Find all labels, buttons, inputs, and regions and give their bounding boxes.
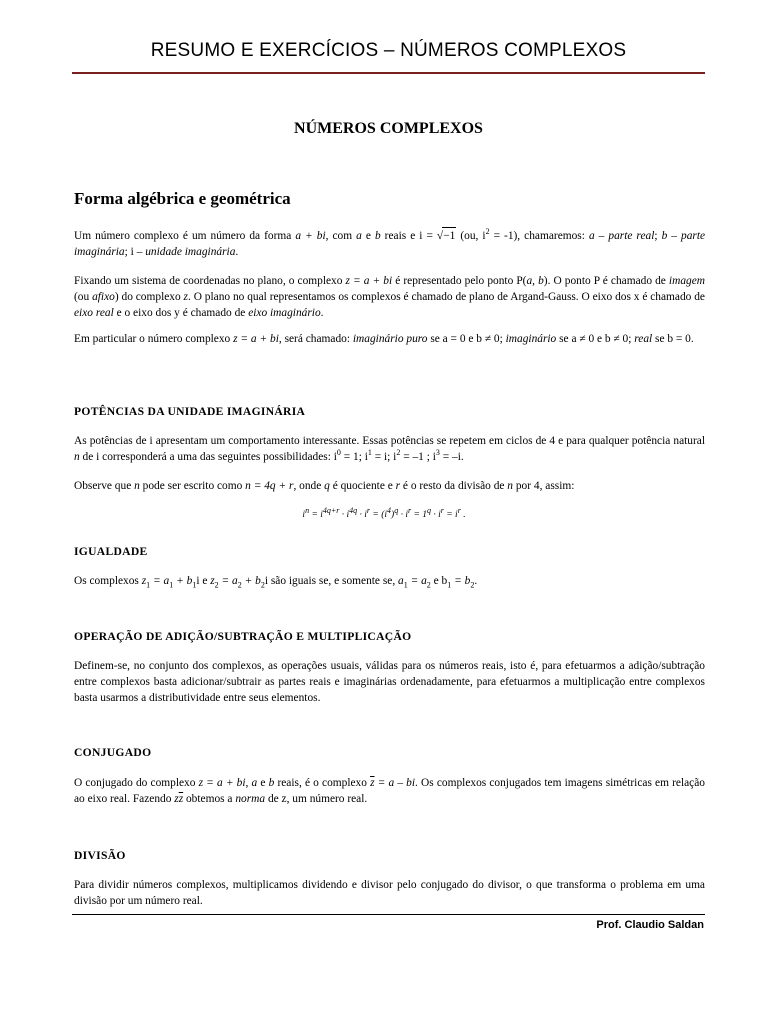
footer-rule [72,914,705,915]
power-formula: $i^n = i^{4q+r} \cdot i^{4q} \cdot i^r = (i^4)^q \cdot i^r = 1^q \cdot i^r = i^r$ . [302,505,466,520]
page-header-title: RESUMO E EXERCÍCIOS – NÚMEROS COMPLEXOS [150,40,627,61]
section-heading-divisao: DIVISÃO [74,849,126,862]
section-heading-operacao: OPERAÇÃO DE ADIÇÃO/SUBTRAÇÃO E MULTIPLICAÇÃO [74,630,412,643]
paragraph-forma-1: Um número complexo é um número da forma a + bi, com a e b reais e i = √−1 (ou, $i^2 = -1$), chamaremos: a – parte real; b – parte imaginária; i – unidade imaginária. [74,227,706,258]
footer-author: Prof. Claudio Saldan [596,919,704,931]
sqrt-symbol: √ [436,230,444,242]
section-heading-potencias: POTÊNCIAS DA UNIDADE IMAGINÁRIA [74,405,306,418]
header-rule [72,72,705,74]
paragraph-igualdade: Os complexos $z_1 = a_1 + b_1i$ e $z_2 = a_2 + b_2i$ são iguais se, e somente se, $a_1 = a_2$ e $b_1 = b_2$. [74,575,478,590]
section-heading-igualdade: IGUALDADE [74,545,148,558]
paragraph-conjugado: O conjugado do complexo z = a + bi, a e b reais, é o complexo $\overline{z} = a$ – bi. Os complexos conjugados tem imagens simétricas em relação ao eixo real. Fazendo $z\overline{z}$ obtemos a norma de z, um número real. [74,777,705,805]
paragraph-potencias-2: Observe que n pode ser escrito como n = 4q + r, onde q é quociente e r é o resto da divisão de n por 4, assim: [74,480,575,492]
paragraph-forma-3: Em particular o número complexo z = a + bi, será chamado: imaginário puro se a = 0 e b ≠ 0; imaginário se a ≠ 0 e b ≠ 0; real se b = 0. [74,333,694,345]
paragraph-divisao: Para dividir números complexos, multiplicamos dividendo e divisor pelo conjugado do divisor, o que transforma o problema em uma divisão por um número real. [74,879,705,907]
paragraph-operacao: Definem-se, no conjunto dos complexos, as operações usuais, válidas para os números reais, isto é, para efetuarmos a adição/subtração entre complexos basta adicionar/subtrair as partes reais e imaginárias ordenadamente, para efetuarmos a multiplicação entre complexos basta usarmos a distributividade entre seus elementos. [74,660,705,704]
section-heading-forma: Forma algébrica e geométrica [74,189,291,208]
section-heading-conjugado: CONJUGADO [74,746,152,759]
paragraph-forma-2: Fixando um sistema de coordenadas no plano, o complexo z = a + bi é representado pelo ponto P(a, b). O ponto P é chamado de imagem (ou afixo) do complexo z. O plano no qual representamos os complexos é chamado de plano de Argand-Gauss. O eixo dos x é chamado de eixo real e o eixo dos y é chamado de eixo imaginário. [74,275,705,319]
paragraph-potencias-1: As potências de i apresentam um comportamento interessante. Essas potências se repetem em ciclos de 4 e para qualquer potência natural n de i corresponderá a uma das seguintes possibilidades: $i^0 = 1$; $i^1 = i$; $i^2 = -1$ ; $i^3 = -i$. [74,435,705,463]
document-title: NÚMEROS COMPLEXOS [294,120,483,137]
